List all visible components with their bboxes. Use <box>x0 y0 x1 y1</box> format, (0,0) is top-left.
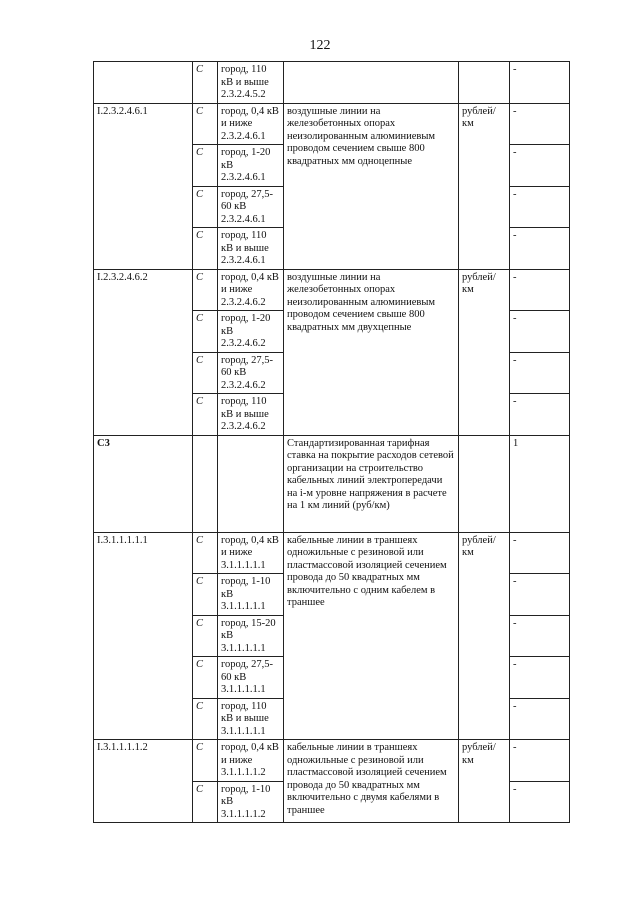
row-value: - <box>510 574 570 616</box>
table-row <box>94 435 570 532</box>
row-symbol: C <box>193 532 218 574</box>
row-symbol: C <box>193 103 218 145</box>
table-row <box>94 740 570 782</box>
row-description <box>284 62 459 104</box>
row-description: Стандартизированная тарифная ставка на покрытие расходов сетевой организации на строительство кабельных линий электропередачи на i-м уровне напряжения в расчете на 1 км линий (руб/км) <box>284 435 459 532</box>
row-city-voltage: город, 110 кВ и выше 3.1.1.1.1.1 <box>218 698 284 740</box>
row-symbol: C <box>193 740 218 782</box>
row-value: - <box>510 740 570 782</box>
row-symbol: C <box>193 352 218 394</box>
row-city-voltage: город, 0,4 кВ и ниже 3.1.1.1.1.2 <box>218 740 284 782</box>
row-symbol: C <box>193 615 218 657</box>
row-city-voltage: город, 15-20 кВ 3.1.1.1.1.1 <box>218 615 284 657</box>
row-value: - <box>510 103 570 145</box>
row-value: - <box>510 532 570 574</box>
row-code: I.2.3.2.4.6.1 <box>94 103 193 269</box>
row-description: воздушные линии на железобетонных опорах неизолированным алюминиевым проводом сечением свыше 800 квадратных мм двухцепные <box>284 269 459 435</box>
row-value: - <box>510 269 570 311</box>
row-description: кабельные линии в траншеях одножильные с резиновой или пластмассовой изоляцией сечением провода до 50 квадратных мм включительно с двумя кабелями в траншее <box>284 740 459 823</box>
row-symbol: C <box>193 186 218 228</box>
page-number: 122 <box>309 38 331 53</box>
tariff-table <box>93 61 570 823</box>
row-description: воздушные линии на железобетонных опорах неизолированным алюминиевым проводом сечением свыше 800 квадратных мм одноцепные <box>284 103 459 269</box>
row-code: I.3.1.1.1.1.1 <box>94 532 193 740</box>
row-city-voltage: город, 110 кВ и выше 2.3.2.4.6.2 <box>218 394 284 436</box>
row-unit: рублей/км <box>459 532 510 740</box>
row-city-voltage: город, 27,5-60 кВ 2.3.2.4.6.1 <box>218 186 284 228</box>
row-symbol: C <box>193 62 218 104</box>
row-city-voltage: город, 1-20 кВ 2.3.2.4.6.2 <box>218 311 284 353</box>
row-value: - <box>510 186 570 228</box>
row-symbol: C <box>193 394 218 436</box>
row-city-voltage: город, 27,5-60 кВ 2.3.2.4.6.2 <box>218 352 284 394</box>
row-city-voltage: город, 110 кВ и выше 2.3.2.4.5.2 <box>218 62 284 104</box>
row-code <box>94 62 193 104</box>
row-code: I.2.3.2.4.6.2 <box>94 269 193 435</box>
row-symbol: C <box>193 311 218 353</box>
row-symbol: C <box>193 657 218 699</box>
row-city-voltage: город, 0,4 кВ и ниже 3.1.1.1.1.1 <box>218 532 284 574</box>
row-value: - <box>510 781 570 823</box>
row-city-voltage: город, 1-10 кВ 3.1.1.1.1.1 <box>218 574 284 616</box>
row-value: - <box>510 698 570 740</box>
row-symbol: C <box>193 228 218 270</box>
table-row <box>94 103 570 145</box>
row-unit <box>459 435 510 532</box>
table-row <box>94 532 570 574</box>
row-value: - <box>510 352 570 394</box>
row-code: C3 <box>94 435 193 532</box>
row-city-voltage: город, 1-20 кВ 2.3.2.4.6.1 <box>218 145 284 187</box>
row-unit: рублей/км <box>459 740 510 823</box>
row-value: - <box>510 62 570 104</box>
row-value: - <box>510 228 570 270</box>
row-symbol: C <box>193 781 218 823</box>
row-symbol <box>193 435 218 532</box>
row-symbol: C <box>193 269 218 311</box>
row-value: 1 <box>510 435 570 532</box>
row-unit: рублей/км <box>459 103 510 269</box>
row-value: - <box>510 394 570 436</box>
row-value: - <box>510 657 570 699</box>
row-unit: рублей/км <box>459 269 510 435</box>
row-city-voltage <box>218 435 284 532</box>
row-symbol: C <box>193 574 218 616</box>
row-value: - <box>510 615 570 657</box>
row-symbol: C <box>193 698 218 740</box>
row-city-voltage: город, 110 кВ и выше 2.3.2.4.6.1 <box>218 228 284 270</box>
row-city-voltage: город, 0,4 кВ и ниже 2.3.2.4.6.2 <box>218 269 284 311</box>
table-row <box>94 269 570 311</box>
row-city-voltage: город, 1-10 кВ 3.1.1.1.1.2 <box>218 781 284 823</box>
row-value: - <box>510 311 570 353</box>
row-value: - <box>510 145 570 187</box>
row-city-voltage: город, 27,5-60 кВ 3.1.1.1.1.1 <box>218 657 284 699</box>
table-row <box>94 62 570 104</box>
row-symbol: C <box>193 145 218 187</box>
row-description: кабельные линии в траншеях одножильные с резиновой или пластмассовой изоляцией сечением провода до 50 квадратных мм включительно с одним кабелем в траншее <box>284 532 459 740</box>
row-unit <box>459 62 510 104</box>
row-city-voltage: город, 0,4 кВ и ниже 2.3.2.4.6.1 <box>218 103 284 145</box>
row-code: I.3.1.1.1.1.2 <box>94 740 193 823</box>
